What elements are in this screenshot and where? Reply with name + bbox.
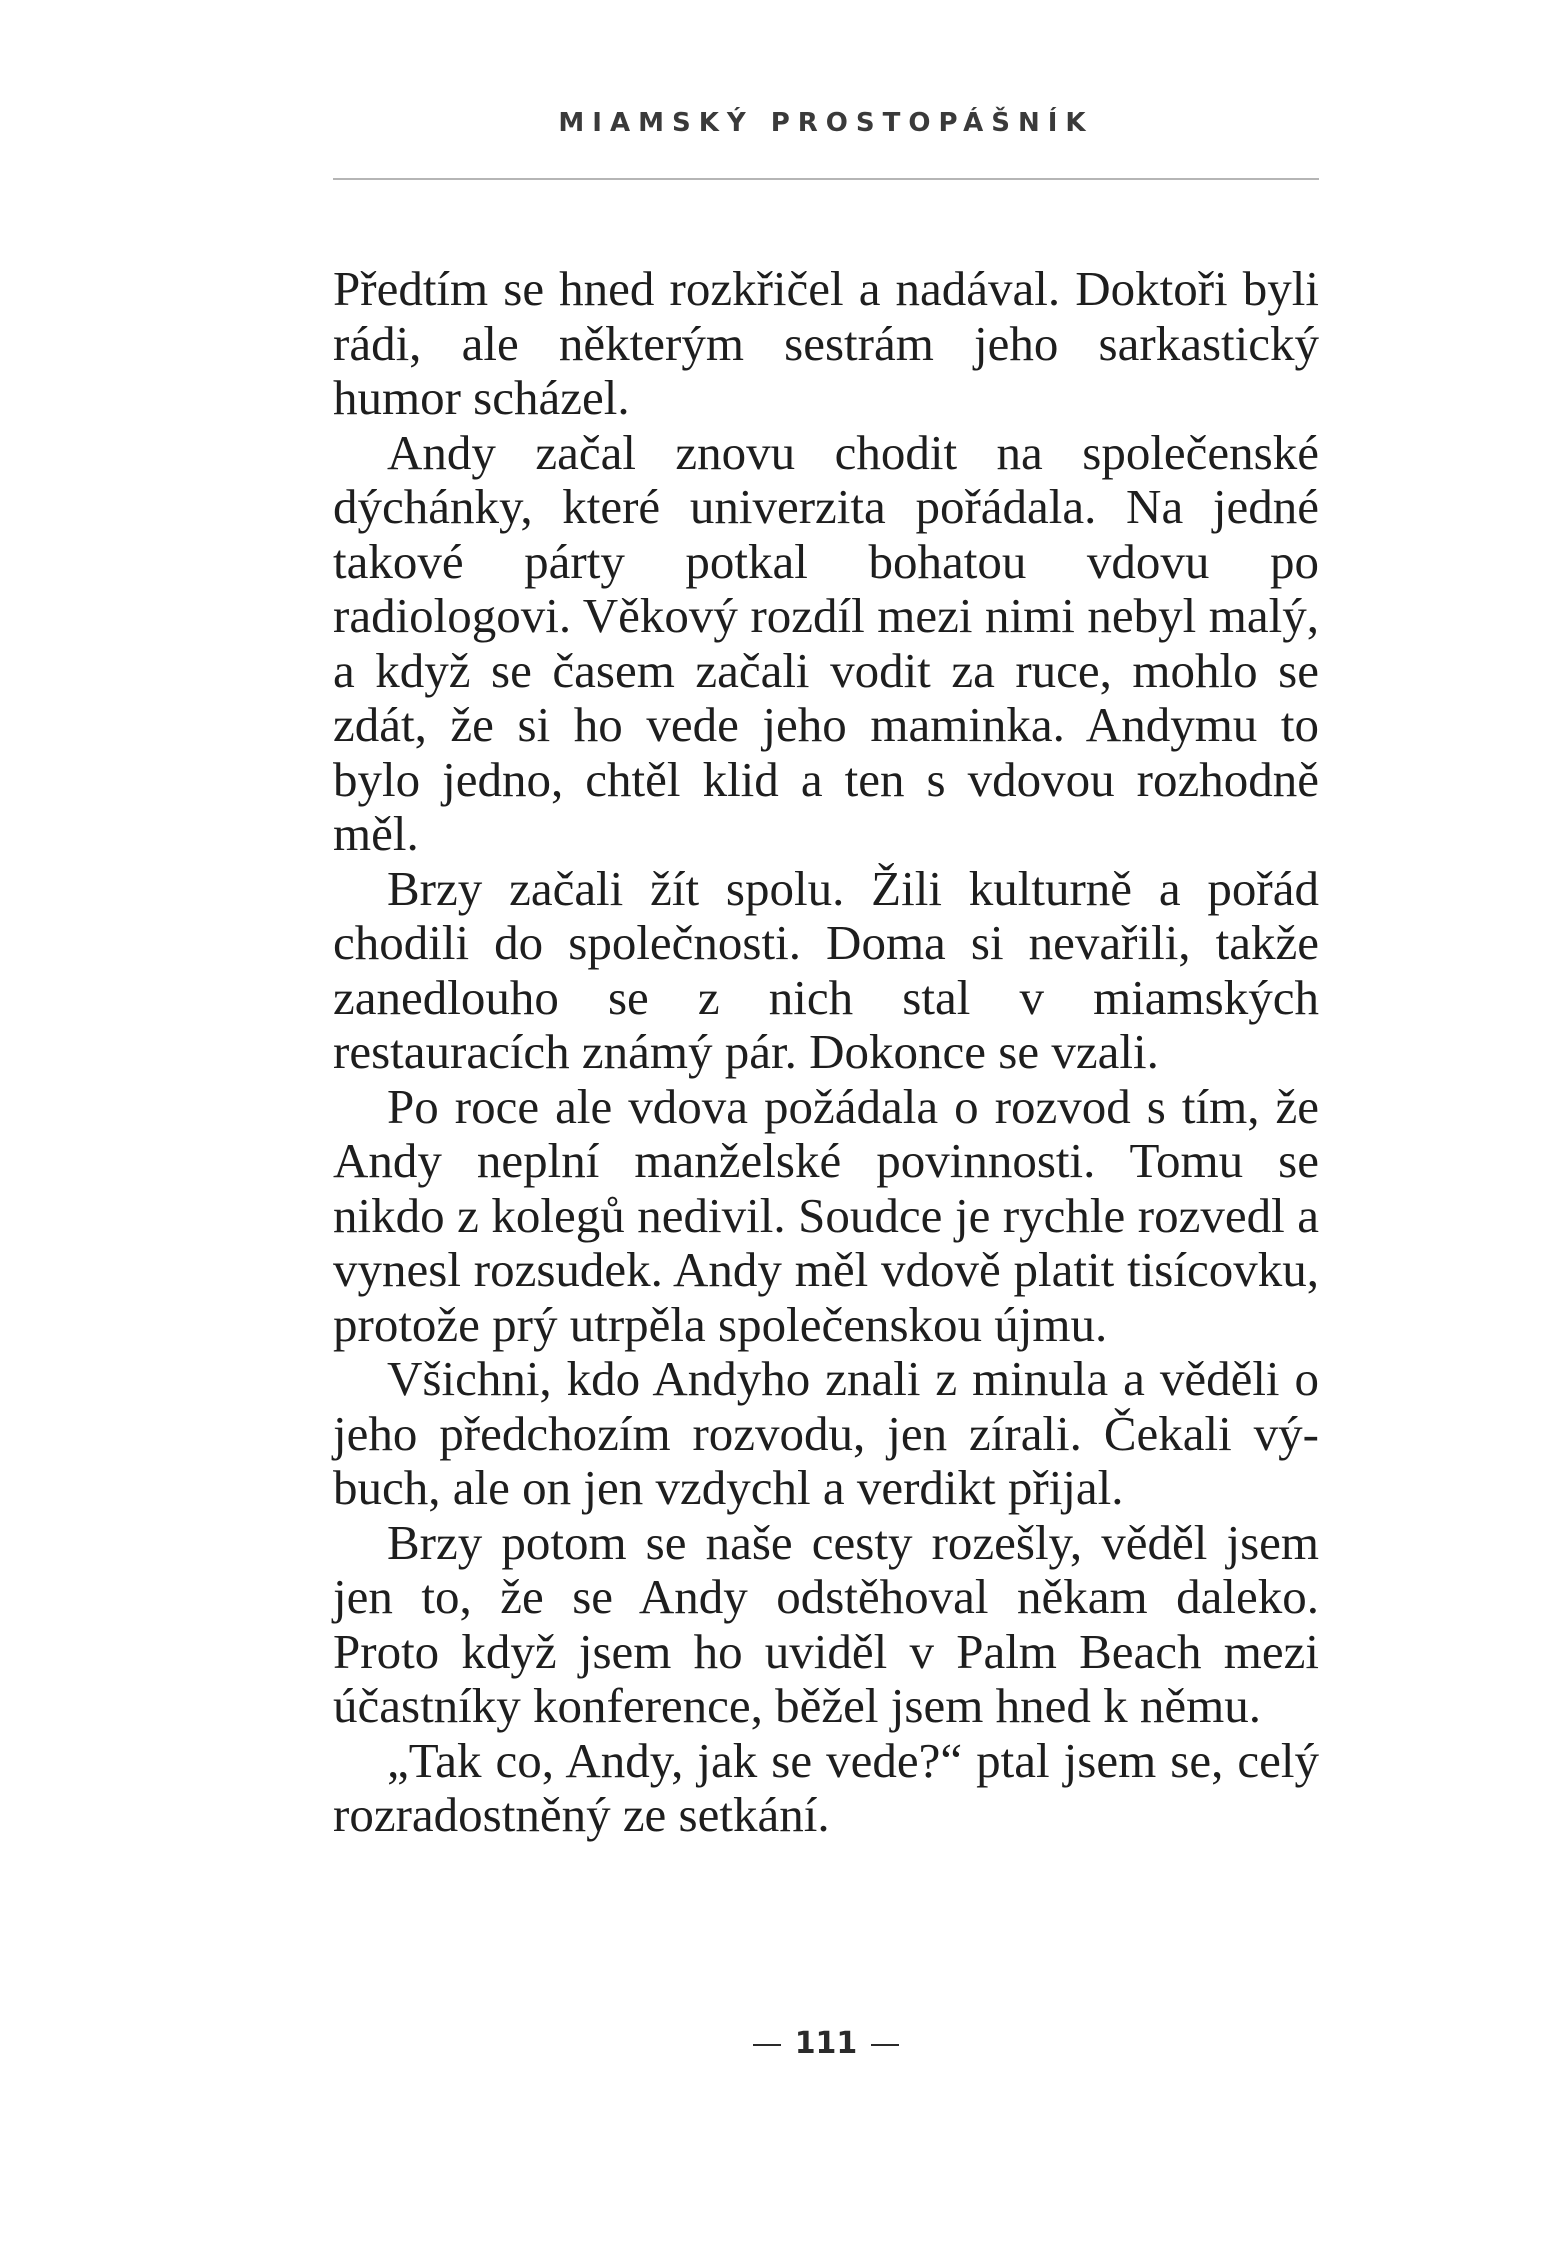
page-number: 111 xyxy=(794,2026,858,2061)
paragraph: Brzy potom se naše cesty rozešly, věděl jsem jen to, že se Andy odstěhoval někam daleko. Proto když jsem ho uviděl v Palm Beach mezi účastníky konference, běžel jsem hned k němu. xyxy=(333,1514,1319,1733)
paragraph: Předtím se hned rozkřičel a nadával. Doktoři byli rádi, ale některým sestrám jeho sarkastický humor scházel. xyxy=(333,261,1319,425)
paragraph: Andy začal znovu chodit na společenské dýchánky, které univerzita pořádala. Na jedné takové párty potkal bohatou vdovu po radiologovi. Věkový rozdíl mezi nimi nebyl malý, a když se časem začali vodit za ruce, mohlo se zdát, že si ho vede jeho maminka. Andymu to bylo jedno, chtěl klid a ten s vdovou rozhodně měl. xyxy=(333,424,1319,861)
page-folio xyxy=(333,2026,1319,2061)
header-rule xyxy=(333,178,1319,180)
paragraph: Po roce ale vdova požádala o rozvod s tím, že Andy neplní manželské povinnosti. Tomu se nikdo z kolegů nedivil. Soudce je rychle rozvedl a vynesl rozsudek. Andy měl vdově platit tisícovku, protože prý utrpěla společenskou újmu. xyxy=(333,1078,1319,1352)
folio-dash-right xyxy=(871,2044,899,2046)
folio-dash-left xyxy=(753,2044,781,2046)
paragraph: Všichni, kdo Andyho znali z minula a věděli o jeho předchozím rozvodu, jen zírali. Čekali výbuch, ale on jen vzdychl a verdikt přijal. xyxy=(333,1351,1319,1515)
body-text xyxy=(333,262,1319,1843)
running-head-title: MIAMSKÝ PROSTOPÁŠNÍK xyxy=(558,108,1094,138)
paragraph: Brzy začali žít spolu. Žili kulturně a pořád chodili do společnosti. Doma si nevařili, takže zanedlouho se z nich stal v miamských restauracích známý pár. Dokonce se vzali. xyxy=(333,860,1319,1079)
paragraph: „Tak co, Andy, jak se vede?“ ptal jsem se, celý rozradostněný ze setkání. xyxy=(333,1732,1319,1842)
